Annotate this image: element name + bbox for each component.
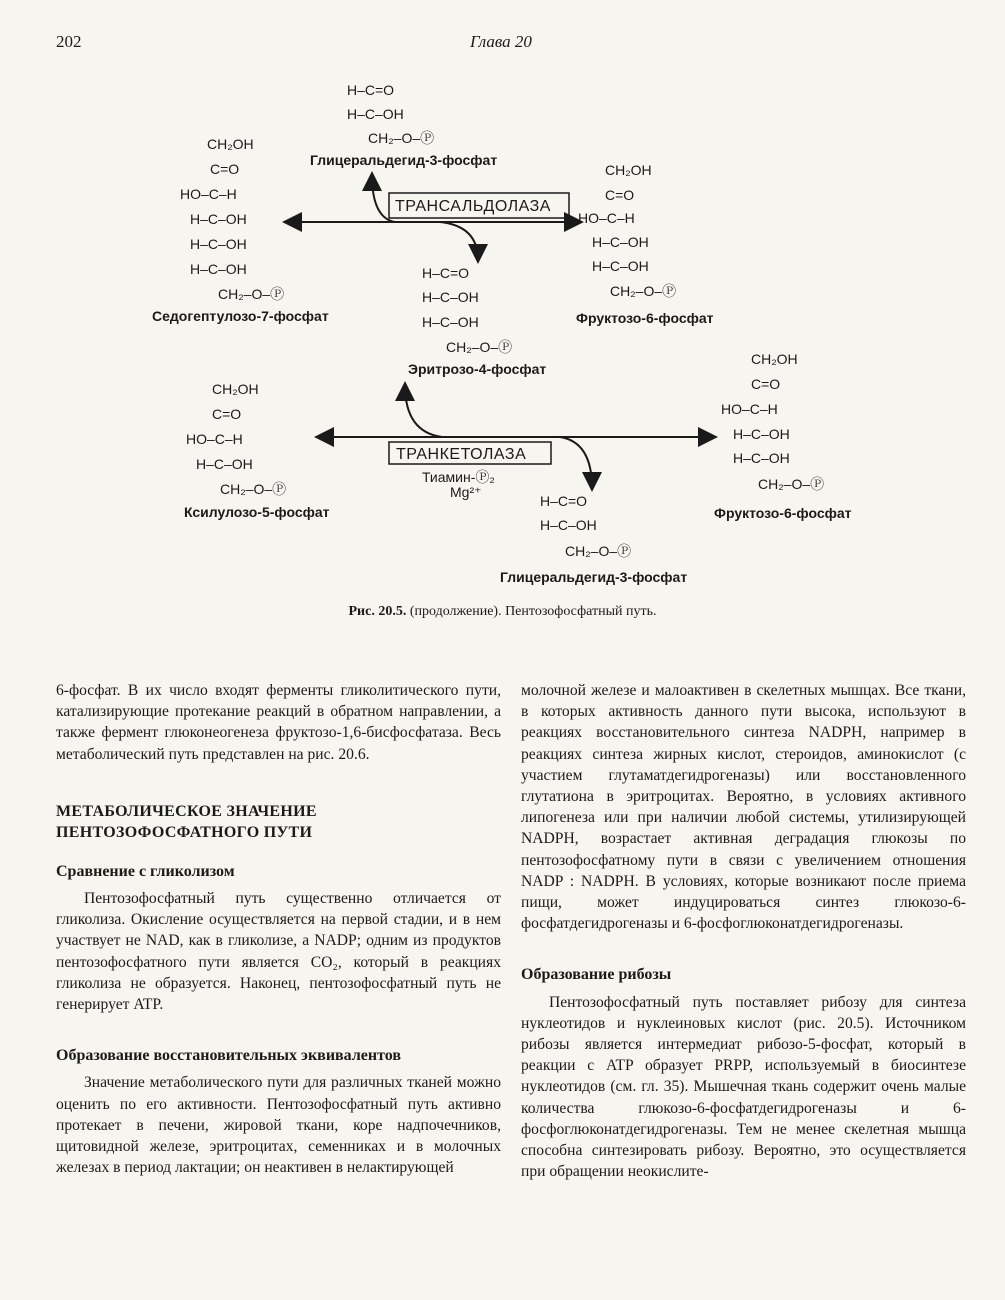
figure-caption-text: (продолжение). Пентозофосфатный путь. [409,604,657,619]
s7p-line-7: CH₂–O–Ⓟ [218,286,285,302]
left-column [56,680,501,1178]
subheading-reducing-equivalents: Образование восстановительных эквивалентов [56,1047,401,1065]
pentose-phosphate-figure [0,0,1005,620]
f6p-top-label: Фруктозо-6-фосфат [576,310,714,326]
g3p-top-line-3: CH₂–O–Ⓟ [368,130,435,146]
f6p-top-line-1: CH₂OH [605,162,652,178]
f6p-top-line-2: C=O [605,187,635,203]
left-paragraph-3: Значение метаболического пути для различных тканей можно оценить по его активности. Пентозофосфатный путь активно протекает в печени, жировой ткани, коре надпочечников, щитовидной железе, эритроцитах, семенниках и в молочных железах в период лактации; он неактивен в нелактирующей [56,1074,501,1177]
transketolase-up-arrow [405,385,442,437]
cofactor-thiamine: Тиамин-Ⓟ₂ [422,469,495,485]
f6p-top-line-3: HO–C–H [578,210,635,226]
g3p-bottom-structure [500,493,687,585]
f6p-top-line-5: H–C–OH [592,258,649,274]
section-heading [56,801,501,843]
page-number: 202 [56,32,82,51]
g3p-top-line-2: H–C–OH [347,106,404,122]
s7p-line-6: H–C–OH [190,261,247,277]
e4p-line-4: CH₂–O–Ⓟ [446,339,513,355]
right-column [521,680,966,1182]
f6p-bottom-label: Фруктозо-6-фосфат [714,505,852,521]
f6p-top-structure [576,162,714,326]
s7p-structure [152,136,329,324]
f6p-bottom-line-2: C=O [751,376,781,392]
transaldolase-label: ТРАНСАЛЬДОЛАЗА [395,198,551,215]
g3p-top-structure [310,82,497,168]
f6p-bottom-line-6: CH₂–O–Ⓟ [758,476,825,492]
right-paragraph-1: молочной железе и малоактивен в скелетных мышцах. Все ткани, в которых активность данного пути высока, используют в реакциях восстановительного синтеза NADPH, например в реакциях синтеза жирных кислот, стероидов, аминокислот (с участием глутаматдегидрогеназы) или восстановленного глутатиона в эритроцитах. Вероятно, в условиях активного липогенеза или при наличии любой системы, утилизирующей NADPH, возрастает активная деградация глюкозы по пентозофосфатному пути в связи с увеличением отношения NADP : NADPH. В условиях, которые возникают после приема пищи, может индуцироваться синтез глюкозо-6-фосфатдегидрогеназы и 6-фосфоглюконатдегидрогеназы. [521,682,966,933]
x5p-line-3: HO–C–H [186,431,243,447]
f6p-top-line-6: CH₂–O–Ⓟ [610,283,677,299]
g3p-bottom-line-1: H–C=O [540,493,588,509]
s7p-line-4: H–C–OH [190,211,247,227]
subheading-glycolysis: Сравнение с гликолизом [56,862,235,880]
x5p-line-5: CH₂–O–Ⓟ [220,481,287,497]
f6p-bottom-line-4: H–C–OH [733,426,790,442]
subheading-ribose: Образование рибозы [521,966,672,984]
transaldolase-up-arrow [372,175,395,222]
f6p-bottom-line-5: H–C–OH [733,450,790,466]
e4p-structure [408,265,546,377]
e4p-line-2: H–C–OH [422,289,479,305]
left-paragraph-1: 6-фосфат. В их число входят ферменты гликолитического пути, катализирующие протекание реакций в обратном направлении, а также фермент глюконеогенеза фруктозо-1,6-бисфосфатаза. Весь метаболический путь представлен на рис. 20.6. [56,682,501,763]
e4p-label: Эритрозо-4-фосфат [408,361,547,377]
s7p-line-2: C=O [210,161,240,177]
transaldolase-down-arrow [440,222,478,260]
figure-caption-label: Рис. 20.5. [348,604,407,619]
g3p-bottom-label: Глицеральдегид-3-фосфат [500,569,688,585]
section-heading-line-1: МЕТАБОЛИЧЕСКОЕ ЗНАЧЕНИЕ [56,802,317,820]
section-heading-line-2: ПЕНТОЗОФОСФАТНОГО ПУТИ [56,823,313,841]
x5p-line-4: H–C–OH [196,456,253,472]
s7p-label: Седогептулозо-7-фосфат [152,308,329,324]
cofactor-mg: Mg²⁺ [450,484,482,500]
s7p-line-5: H–C–OH [190,236,247,252]
x5p-line-2: C=O [212,406,242,422]
e4p-line-3: H–C–OH [422,314,479,330]
g3p-top-label: Глицеральдегид-3-фосфат [310,152,498,168]
f6p-bottom-structure [714,351,852,521]
s7p-line-3: HO–C–H [180,186,237,202]
g3p-top-line-1: H–C=O [347,82,395,98]
g3p-bottom-line-2: H–C–OH [540,517,597,533]
s7p-line-1: CH₂OH [207,136,254,152]
transketolase-down-arrow [560,437,592,488]
f6p-bottom-line-1: CH₂OH [751,351,798,367]
left-paragraph-2: Пентозофосфатный путь существенно отличается от гликолиза. Окисление осуществляется на первой стадии, и в нем участвует не NAD, как в гликолизе, а NADP; одним из продуктов пентозофосфатного пути является CO₂, который в реакциях гликолиза не образуется. Наконец, пентозофосфатный путь не генерирует ATP. [56,890,501,1014]
chapter-title: Глава 20 [470,32,532,51]
transketolase-label: ТРАНКЕТОЛАЗА [396,446,527,463]
x5p-label: Ксилулозо-5-фосфат [184,504,330,520]
f6p-bottom-line-3: HO–C–H [721,401,778,417]
x5p-line-1: CH₂OH [212,381,259,397]
e4p-line-1: H–C=O [422,265,470,281]
x5p-structure [184,381,330,520]
g3p-bottom-line-3: CH₂–O–Ⓟ [565,543,632,559]
f6p-top-line-4: H–C–OH [592,234,649,250]
figure-caption [0,604,1005,620]
right-paragraph-2: Пентозофосфатный путь поставляет рибозу для синтеза нуклеотидов и нуклеиновых кислот (рис. 20.5). Источником рибозы является интермедиат рибозо-5-фосфат, который в реакции с ATP образует PRPP, используемый в биосинтезе нуклеотидов (см. гл. 35). Мышечная ткань содержит очень малые количества глюкозо-6-фосфатдегидрогеназы и 6-фосфоглюконатдегидрогеназы. Тем не менее скелетная мышца способна синтезировать рибозу. Вероятно, это осуществляется при обращении неокислите- [521,993,966,1181]
